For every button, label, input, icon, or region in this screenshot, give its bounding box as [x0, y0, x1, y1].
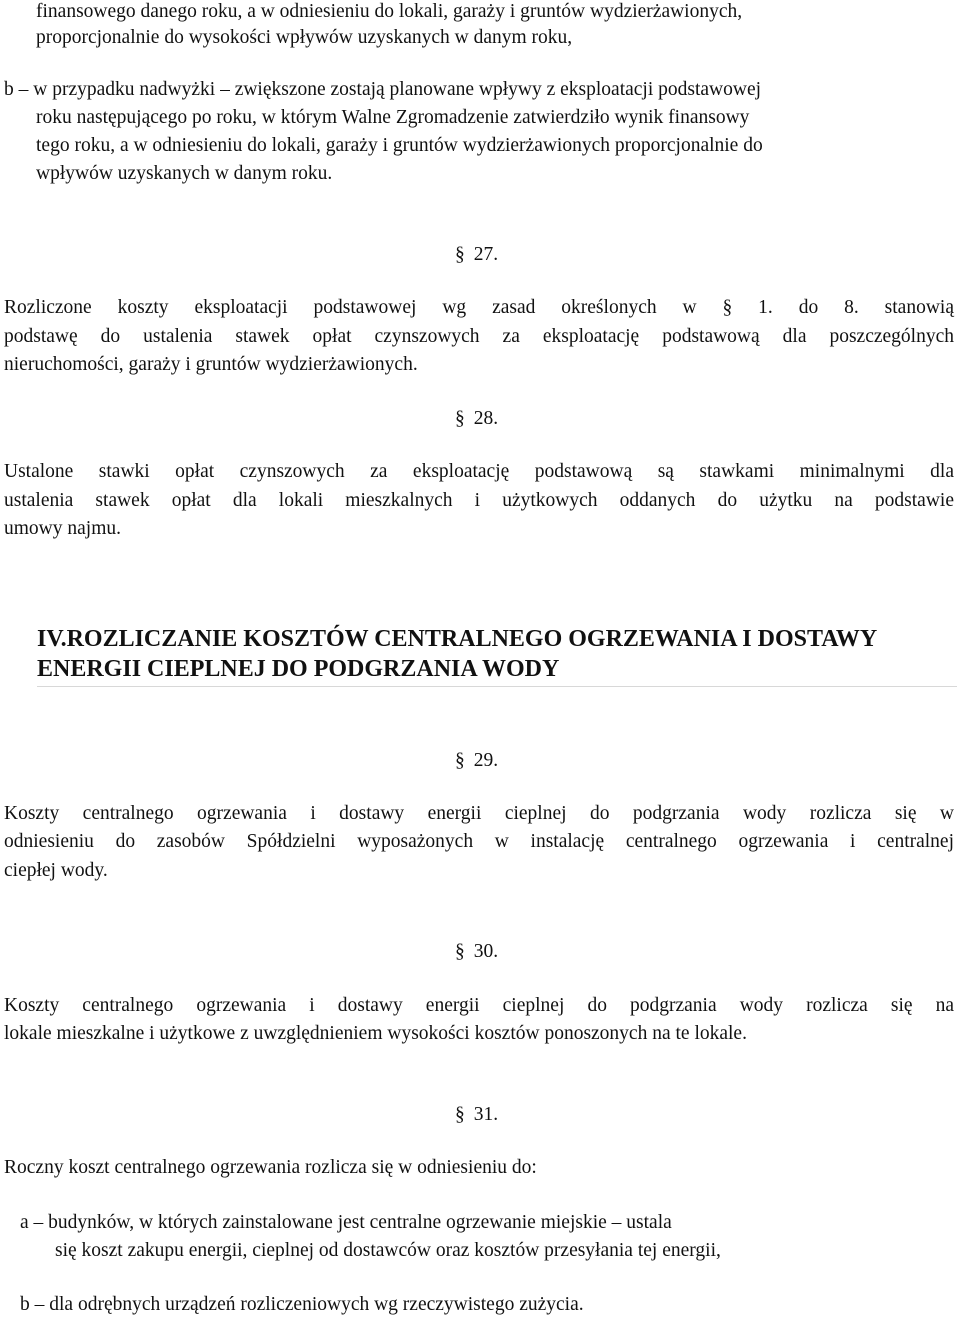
section-number: 29.: [473, 750, 499, 771]
section-symbol: §: [455, 750, 465, 771]
paragraph-line: Roczny koszt centralnego ogrzewania rozlicza się w odniesieniu do:: [4, 1157, 537, 1178]
section-number: 28.: [473, 408, 499, 429]
section-symbol: §: [455, 941, 465, 962]
list-item-b-line: roku następującego po roku, w którym Walne Zgromadzenie zatwierdziło wynik finansowy: [36, 107, 750, 128]
paragraph-line: odniesieniu do zasobów Spółdzielni wyposażonych w instalację centralnego ogrzewania i centralnej: [4, 831, 954, 852]
heading-divider: [37, 686, 957, 687]
paragraph-line: proporcjonalnie do wysokości wpływów uzyskanych w danym roku,: [36, 27, 573, 48]
section-symbol: §: [455, 408, 465, 429]
section-heading-29: [455, 749, 498, 773]
list-item-a-line: się koszt zakupu energii, cieplnej od dostawców oraz kosztów przesyłania tej energii,: [55, 1240, 721, 1261]
list-item-b-line: tego roku, a w odniesieniu do lokali, garaży i gruntów wydzierżawionych proporcjonalnie do: [36, 135, 763, 156]
paragraph-line: podstawę do ustalenia stawek opłat czynszowych za eksploatację podstawową dla poszczególnych: [4, 326, 954, 347]
list-item-a-line: a – budynków, w których zainstalowane jest centralne ogrzewanie miejskie – ustala: [20, 1212, 672, 1233]
section-number: 27.: [473, 244, 499, 265]
paragraph-line: ciepłej wody.: [4, 860, 108, 881]
section-number: 30.: [473, 941, 499, 962]
list-item-b-line: b – w przypadku nadwyżki – zwiększone zostają planowane wpływy z eksploatacji podstawowej: [4, 79, 762, 100]
section-symbol: §: [455, 1104, 465, 1125]
section-heading-27: [455, 243, 498, 267]
section-symbol: §: [455, 244, 465, 265]
paragraph-line: finansowego danego roku, a w odniesieniu do lokali, garaży i gruntów wydzierżawionych,: [36, 1, 743, 22]
chapter-heading: IV.ROZLICZANIE KOSZTÓW CENTRALNEGO OGRZEWANIA I DOSTAWY: [37, 626, 878, 652]
paragraph-line: Koszty centralnego ogrzewania i dostawy energii cieplnej do podgrzania wody rozlicza się w: [4, 803, 954, 824]
list-item-b-line: wpływów uzyskanych w danym roku.: [36, 163, 333, 184]
paragraph-line: Rozliczone koszty eksploatacji podstawowej wg zasad określonych w § 1. do 8. stanowią: [4, 297, 954, 318]
list-item-b-line: b – dla odrębnych urządzeń rozliczeniowych wg rzeczywistego zużycia.: [20, 1294, 584, 1315]
section-heading-28: [455, 407, 498, 431]
section-number: 31.: [473, 1104, 499, 1125]
paragraph-line: Ustalone stawki opłat czynszowych za eksploatację podstawową są stawkami minimalnymi dla: [4, 461, 954, 482]
section-heading-31: [455, 1103, 498, 1127]
paragraph-line: umowy najmu.: [4, 518, 121, 539]
paragraph-line: lokale mieszkalne i użytkowe z uwzględnieniem wysokości kosztów ponoszonych na te lokale.: [4, 1023, 747, 1044]
paragraph-line: Koszty centralnego ogrzewania i dostawy energii cieplnej do podgrzania wody rozlicza się na: [4, 995, 954, 1016]
paragraph-line: nieruchomości, garaży i gruntów wydzierżawionych.: [4, 354, 418, 375]
chapter-heading: ENERGII CIEPLNEJ DO PODGRZANIA WODY: [37, 656, 560, 682]
paragraph-line: ustalenia stawek opłat dla lokali mieszkalnych i użytkowych oddanych do użytku na podstawie: [4, 490, 954, 511]
section-heading-30: [455, 940, 498, 964]
